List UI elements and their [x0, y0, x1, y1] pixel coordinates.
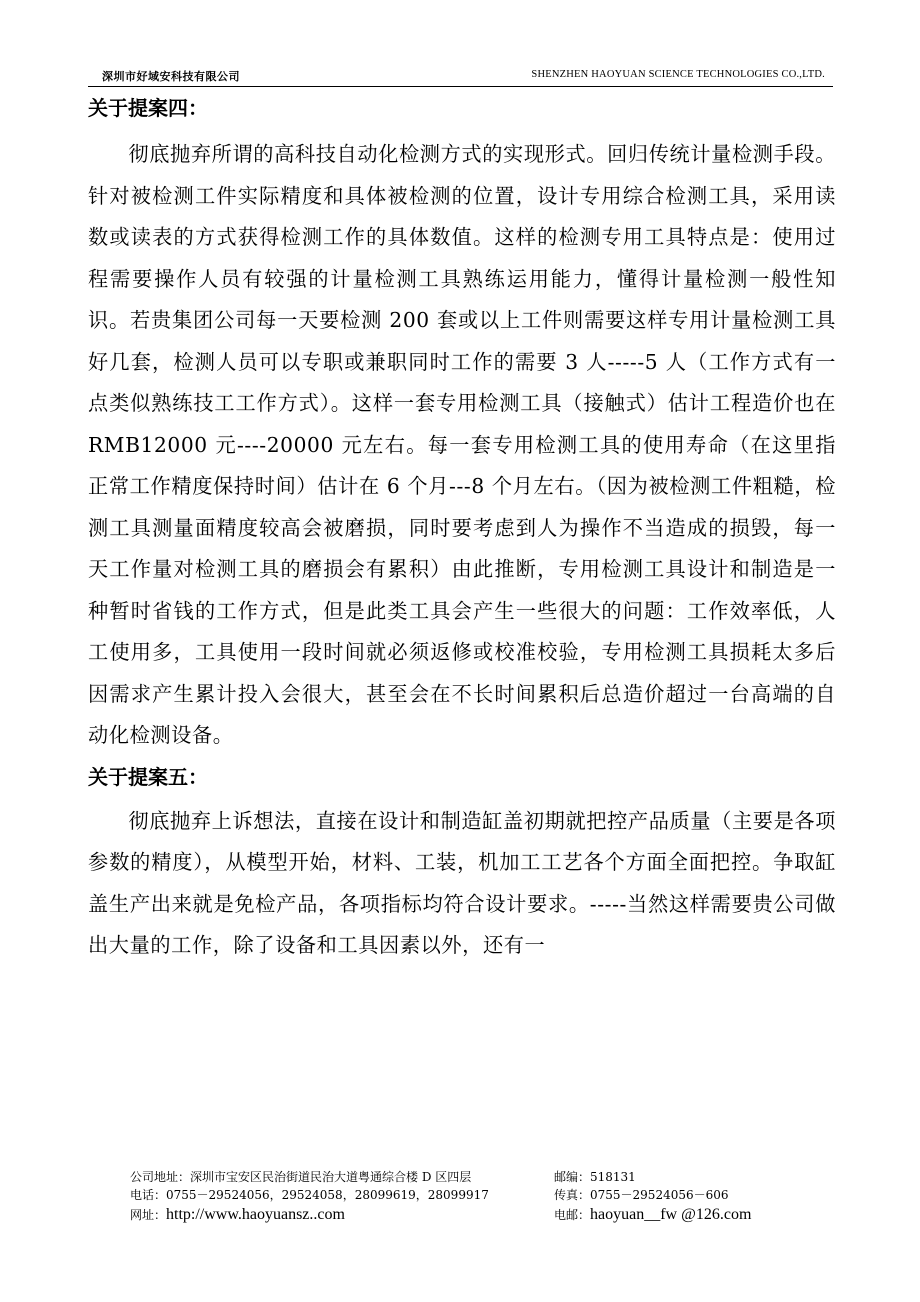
section-heading-proposal-5: 关于提案五：	[88, 764, 208, 789]
footer-email-label: 电邮：	[554, 1208, 591, 1222]
footer-address: 公司地址：深圳市宝安区民治街道民治大道粤通综合楼 D 区四层	[130, 1170, 472, 1184]
header-company-cn: 深圳市好域安科技有限公司	[102, 70, 240, 83]
footer-row-web	[130, 1206, 830, 1228]
footer-fax: 传真：0755－29524056－606	[554, 1188, 729, 1202]
section-body-proposal-5: 彻底抛弃上诉想法，直接在设计和制造缸盖初期就把控产品质量（主要是各项参数的精度），从模型开始，材料、工装，机加工工艺各个方面全面把控。争取缸盖生产出来就是免检产品，各项指标均符合设计要求。-----当然这样需要贵公司做出大量的工作，除了设备和工具因素以外，还有一	[88, 808, 836, 957]
footer-website-label: 网址：	[130, 1208, 167, 1222]
section-heading-proposal-4: 关于提案四：	[88, 96, 208, 120]
section-body-proposal-4: 彻底抛弃所谓的高科技自动化检测方式的实现形式。回归传统计量检测手段。针对被检测工件实际精度和具体被检测的位置，设计专用综合检测工具，采用读数或读表的方式获得检测工作的具体数值。这样的检测专用工具特点是：使用过程需要操作人员有较强的计量检测工具熟练运用能力，懂得计量检测一般性知识。若贵集团公司每一天要检测 200 套或以上工件则需要这样专用计量检测工具好几套，检测人员可以专职或兼职同时工作的需要 3 人-----5 人（工作方式有一点类似熟练技工工作方式）。这样一套专用检测工具（接触式）估计工程造价也在 RMB12000 元----20000 元左右。每一套专用检测工具的使用寿命（在这里指正常工作精度保持时间）估计在 6 个月---8 个月左右。（因为被检测工件粗糙，检测工具测量面精度较高会被磨损，同时要考虑到人为操作不当造成的损毁，每一天工作量对检测工具的磨损会有累积）由此推断，专用检测工具设计和制造是一种暂时省钱的工作方式，但是此类工具会产生一些很大的问题：工作效率低，人工使用多，工具使用一段时间就必须返修或校准校验，专用检测工具损耗太多后因需求产生累计投入会很大，甚至会在不长时间累积后总造价超过一台高端的自动化检测设备。	[88, 142, 836, 747]
footer-phone: 电话：0755－29524056，29524058，28099619，28099917	[130, 1188, 489, 1202]
footer-postcode: 邮编：518131	[554, 1170, 636, 1184]
document-body	[88, 94, 836, 967]
footer-website-link[interactable]: http://www.haoyuansz..com	[166, 1206, 345, 1223]
page-header	[88, 66, 833, 87]
header-company-en: SHENZHEN HAOYUAN SCIENCE TECHNOLOGIES CO.,LTD.	[531, 69, 825, 80]
page-footer	[130, 1168, 830, 1228]
footer-website-group	[130, 1206, 345, 1224]
footer-email-link[interactable]: haoyuan__fw @126.com	[590, 1206, 752, 1223]
footer-row-phone	[130, 1186, 830, 1204]
footer-row-address	[130, 1168, 830, 1186]
footer-email-group	[554, 1206, 751, 1224]
